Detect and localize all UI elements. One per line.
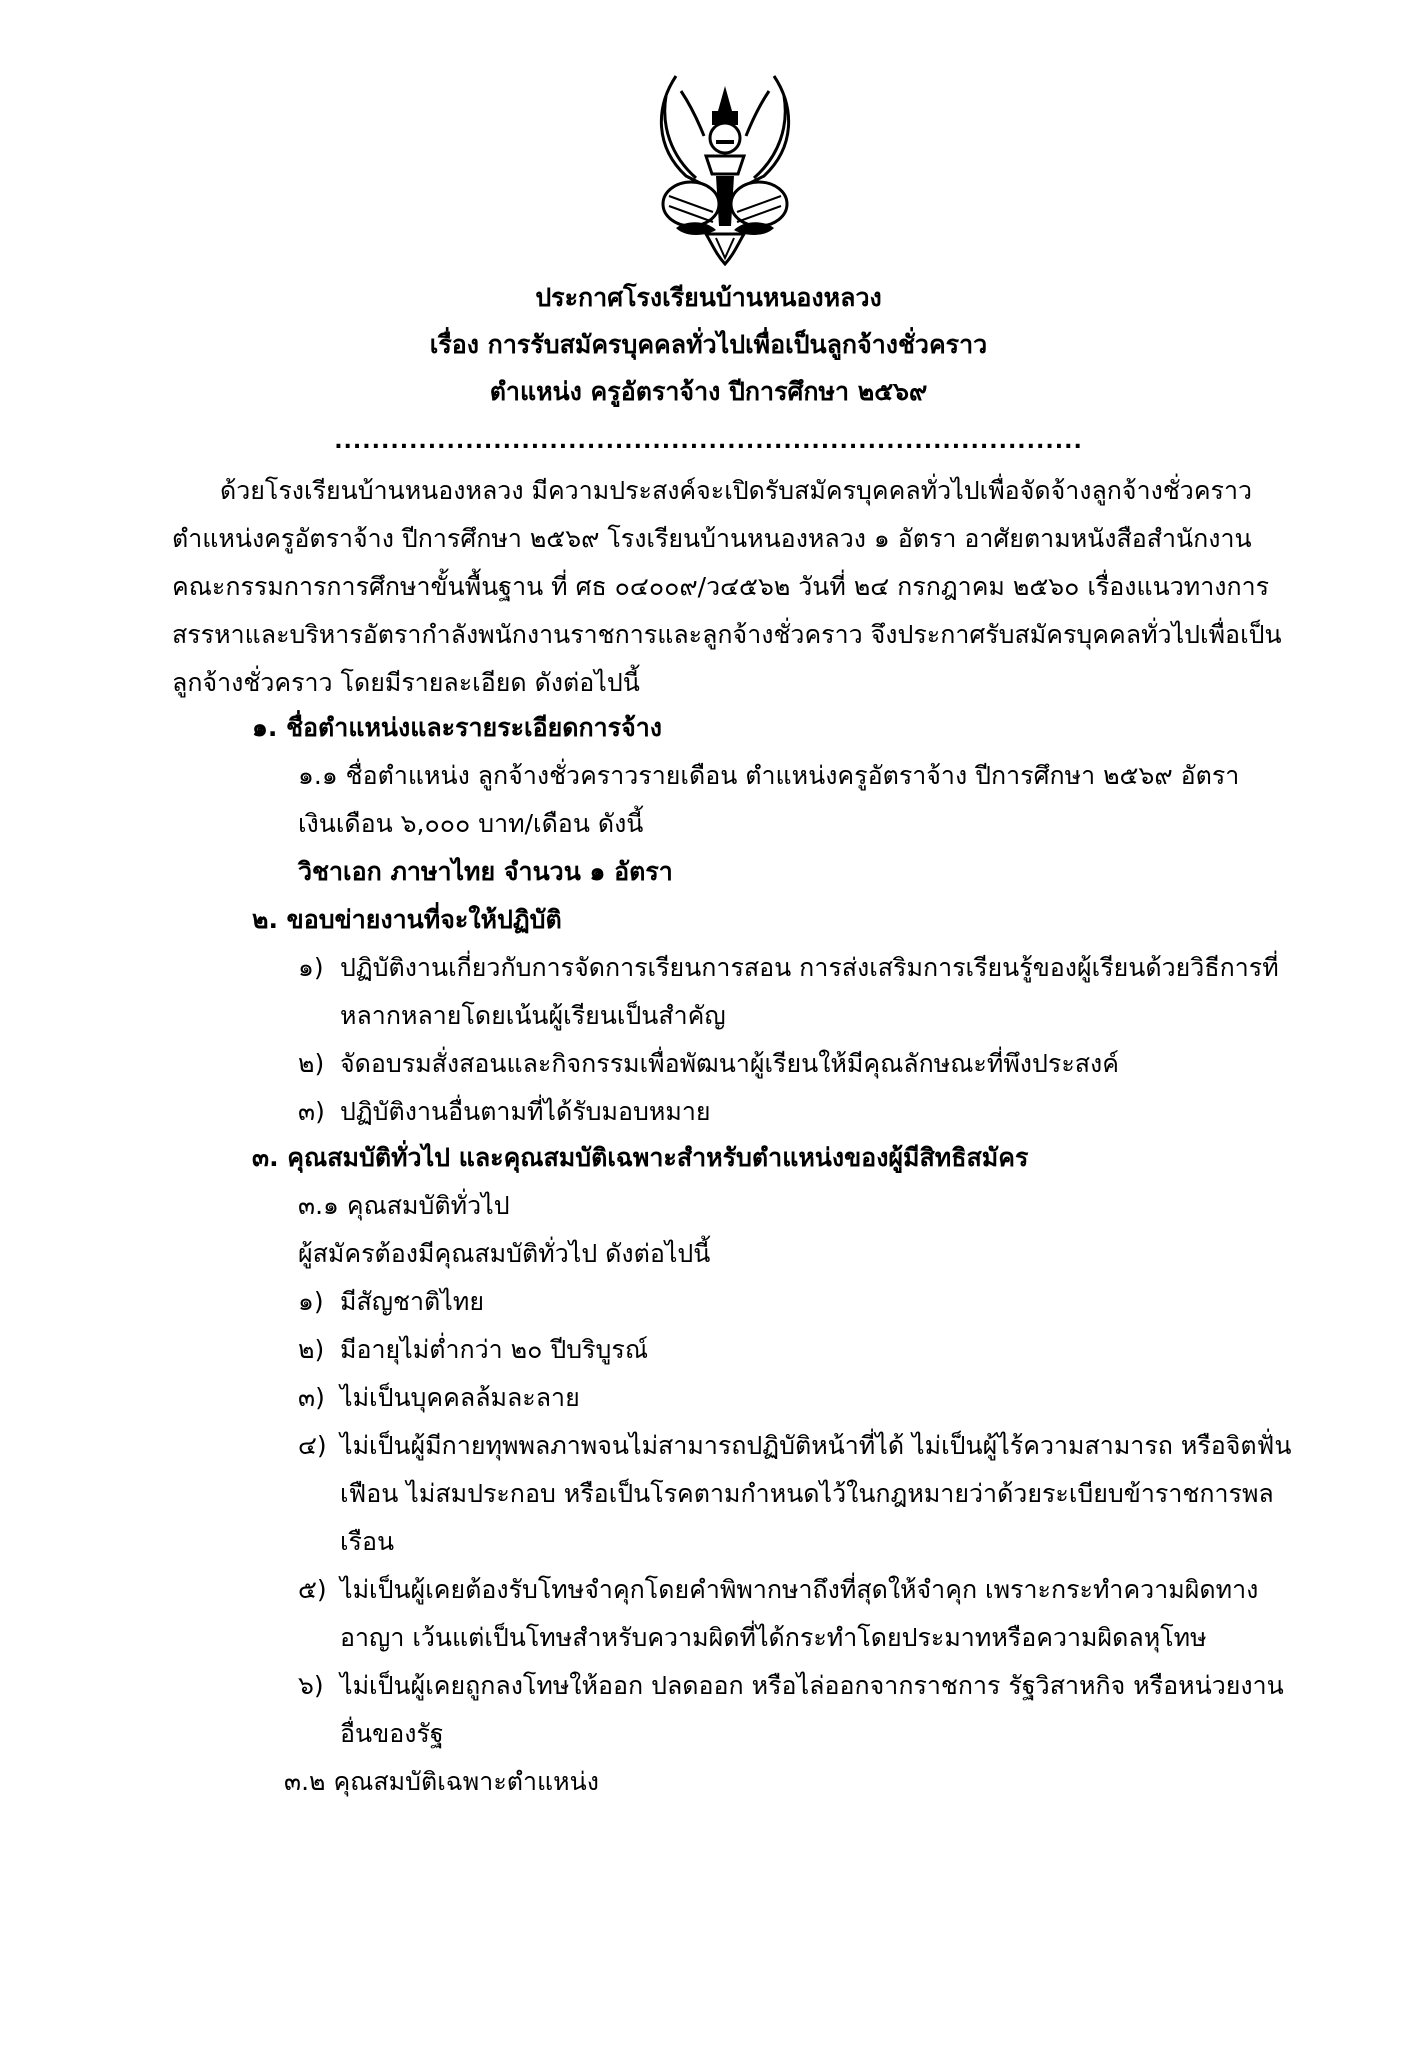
section-1-heading: ๑. ชื่อตำแหน่งและรายระเอียดการจ้าง (252, 713, 662, 742)
announcement-title: ประกาศโรงเรียนบ้านหนองหลวง (535, 283, 882, 312)
list-item-text: เฟือน ไม่สมประกอบ หรือเป็นโรคตามกำหนดไว้ในกฎหมายว่าด้วยระเบียบข้าราชการพล (340, 1479, 1274, 1508)
title-divider: ................................................................................ (334, 429, 1083, 454)
list-item-text: ไม่เป็นผู้เคยถูกลงโทษให้ออก ปลดออก หรือไล่ออกจากราชการ รัฐวิสาหกิจ หรือหน่วยงาน (340, 1671, 1284, 1700)
list-item-number: ๓) (298, 1097, 325, 1126)
list-item-text: อื่นของรัฐ (340, 1719, 444, 1748)
list-item-text: ไม่เป็นผู้มีกายทุพพลภาพจนไม่สามารถปฏิบัติหน้าที่ได้ ไม่เป็นผู้ไร้ความสามารถ หรือจิตฟั่น (340, 1431, 1292, 1460)
list-item-text: อาญา เว้นแต่เป็นโทษสำหรับความผิดที่ได้กระทำโดยประมาทหรือความผิดลหุโทษ (340, 1623, 1207, 1652)
list-item-number: ๔) (298, 1431, 327, 1460)
intro-line: ด้วยโรงเรียนบ้านหนองหลวง มีความประสงค์จะเปิดรับสมัครบุคคลทั่วไปเพื่อจัดจ้างลูกจ้างชั่วคราว (220, 476, 1253, 505)
section-3-1-heading: ๓.๑ คุณสมบัติทั่วไป (298, 1191, 510, 1220)
list-item-text: มีสัญชาติไทย (340, 1287, 484, 1316)
section-1-1-text: เงินเดือน ๖,๐๐๐ บาท/เดือน ดังนี้ (298, 809, 644, 838)
list-item-number: ๑) (298, 953, 324, 982)
list-item-number: ๑) (298, 1287, 324, 1316)
list-item-number: ๒) (298, 1335, 325, 1364)
intro-line: คณะกรรมการการศึกษาขั้นพื้นฐาน ที่ ศธ ๐๔๐๐๙/ว๔๕๖๒ วันที่ ๒๔ กรกฎาคม ๒๕๖๐ เรื่องแนวทางการ (172, 572, 1270, 601)
section-3-1-intro: ผู้สมัครต้องมีคุณสมบัติทั่วไป ดังต่อไปนี้ (298, 1239, 711, 1268)
announcement-position: ตำแหน่ง ครูอัตราจ้าง ปีการศึกษา ๒๕๖๙ (489, 377, 928, 406)
list-item-number: ๕) (298, 1575, 327, 1604)
list-item-text: ไม่เป็นผู้เคยต้องรับโทษจำคุกโดยคำพิพากษาถึงที่สุดให้จำคุก เพราะกระทำความผิดทาง (340, 1575, 1259, 1604)
intro-line: ลูกจ้างชั่วคราว โดยมีรายละเอียด ดังต่อไปนี้ (172, 668, 640, 697)
list-item-text: ปฏิบัติงานเกี่ยวกับการจัดการเรียนการสอน การส่งเสริมการเรียนรู้ของผู้เรียนด้วยวิธีการที่ (340, 953, 1279, 982)
section-3-2-heading: ๓.๒ คุณสมบัติเฉพาะตำแหน่ง (284, 1767, 599, 1796)
list-item-text: มีอายุไม่ต่ำกว่า ๒๐ ปีบริบูรณ์ (340, 1335, 649, 1364)
list-item-text: หลากหลายโดยเน้นผู้เรียนเป็นสำคัญ (340, 1001, 726, 1030)
intro-line: สรรหาและบริหารอัตรากำลังพนักงานราชการและลูกจ้างชั่วคราว จึงประกาศรับสมัครบุคคลทั่วไปเพื่อเป็น (172, 620, 1282, 649)
list-item-text: จัดอบรมสั่งสอนและกิจกรรมเพื่อพัฒนาผู้เรียนให้มีคุณลักษณะที่พึงประสงค์ (340, 1049, 1119, 1078)
list-item-text: ปฏิบัติงานอื่นตามที่ได้รับมอบหมาย (340, 1097, 711, 1126)
announcement-subject: เรื่อง การรับสมัครบุคคลทั่วไปเพื่อเป็นลูกจ้างชั่วคราว (429, 330, 988, 359)
section-3-heading: ๓. คุณสมบัติทั่วไป และคุณสมบัติเฉพาะสำหรับตำแหน่งของผู้มีสิทธิสมัคร (252, 1143, 1029, 1172)
list-item-number: ๒) (298, 1049, 325, 1078)
section-2-heading: ๒. ขอบข่ายงานที่จะให้ปฏิบัติ (252, 905, 562, 934)
list-item-number: ๖) (298, 1671, 324, 1700)
section-1-1-text: ๑.๑ ชื่อตำแหน่ง ลูกจ้างชั่วคราวรายเดือน ตำแหน่งครูอัตราจ้าง ปีการศึกษา ๒๕๖๙ อัตรา (298, 761, 1240, 790)
list-item-text: ไม่เป็นบุคคลล้มละลาย (340, 1383, 580, 1412)
list-item-number: ๓) (298, 1383, 325, 1412)
garuda-emblem-icon (636, 66, 814, 266)
list-item-text: เรือน (340, 1527, 395, 1556)
section-1-subject: วิชาเอก ภาษาไทย จำนวน ๑ อัตรา (298, 857, 673, 886)
intro-line: ตำแหน่งครูอัตราจ้าง ปีการศึกษา ๒๕๖๙ โรงเรียนบ้านหนองหลวง ๑ อัตรา อาศัยตามหนังสือสำนักงาน (172, 524, 1252, 553)
